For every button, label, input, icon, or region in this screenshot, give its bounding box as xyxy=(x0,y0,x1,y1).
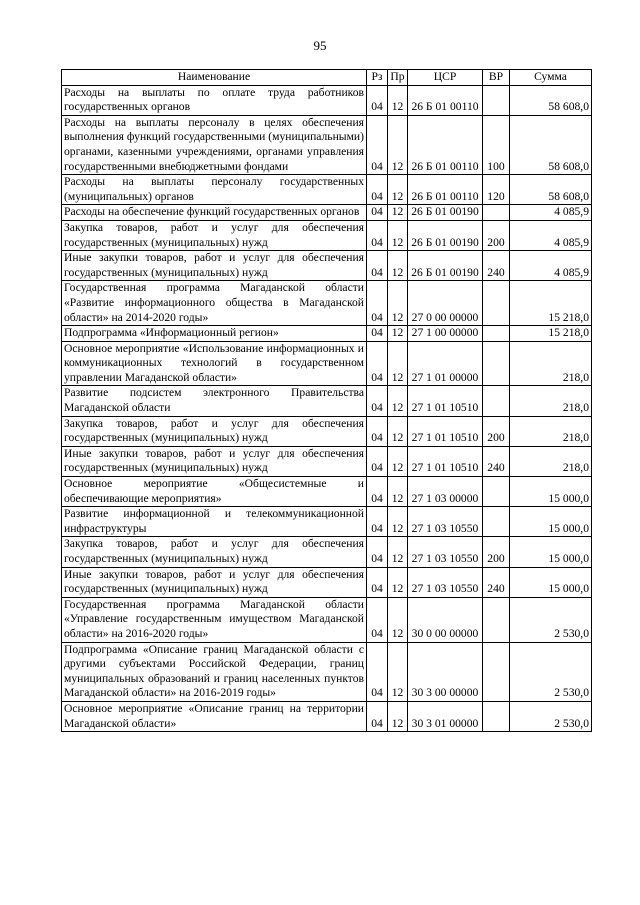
cell-rz: 04 xyxy=(367,281,388,326)
cell-name: Развитие информационной и телекоммуникационной инфраструктуры xyxy=(62,507,367,537)
header-csr: ЦСР xyxy=(408,70,483,86)
table-row xyxy=(62,205,592,221)
cell-sum: 15 000,0 xyxy=(510,537,592,567)
table-row xyxy=(62,537,592,567)
cell-csr: 26 Б 01 00110 xyxy=(408,85,483,115)
cell-sum: 2 530,0 xyxy=(510,642,592,701)
cell-sum: 15 000,0 xyxy=(510,477,592,507)
cell-sum: 58 608,0 xyxy=(510,115,592,174)
cell-sum: 218,0 xyxy=(510,416,592,446)
cell-pr: 12 xyxy=(388,537,408,567)
cell-name: Закупка товаров, работ и услуг для обеспечения государственных (муниципальных) нужд xyxy=(62,220,367,250)
table-row xyxy=(62,416,592,446)
cell-vr: 240 xyxy=(483,446,510,476)
cell-csr: 26 Б 01 00190 xyxy=(408,220,483,250)
cell-rz: 04 xyxy=(367,597,388,642)
table-row xyxy=(62,597,592,642)
table-row xyxy=(62,281,592,326)
cell-rz: 04 xyxy=(367,537,388,567)
table-row xyxy=(62,251,592,281)
cell-name: Основное мероприятие «Использование информационных и коммуникационных технологий в государственном управлении Магаданской области» xyxy=(62,341,367,386)
cell-pr: 12 xyxy=(388,205,408,221)
cell-pr: 12 xyxy=(388,507,408,537)
cell-sum: 4 085,9 xyxy=(510,205,592,221)
cell-pr: 12 xyxy=(388,446,408,476)
cell-sum: 218,0 xyxy=(510,386,592,416)
cell-rz: 04 xyxy=(367,701,388,731)
cell-name: Подпрограмма «Информационный регион» xyxy=(62,326,367,342)
cell-csr: 30 3 01 00000 xyxy=(408,701,483,731)
table-row xyxy=(62,567,592,597)
page-number: 95 xyxy=(313,38,327,53)
cell-pr: 12 xyxy=(388,175,408,205)
cell-csr: 26 Б 01 00110 xyxy=(408,175,483,205)
table-row xyxy=(62,326,592,342)
table-row xyxy=(62,701,592,731)
cell-vr: 200 xyxy=(483,220,510,250)
table-row xyxy=(62,477,592,507)
cell-pr: 12 xyxy=(388,701,408,731)
cell-rz: 04 xyxy=(367,175,388,205)
cell-name: Закупка товаров, работ и услуг для обеспечения государственных (муниципальных) нужд xyxy=(62,416,367,446)
cell-vr xyxy=(483,477,510,507)
cell-vr xyxy=(483,341,510,386)
cell-rz: 04 xyxy=(367,85,388,115)
cell-sum: 15 000,0 xyxy=(510,507,592,537)
table-row xyxy=(62,446,592,476)
header-rz: Рз xyxy=(367,70,388,86)
cell-pr: 12 xyxy=(388,251,408,281)
cell-csr: 27 1 01 00000 xyxy=(408,341,483,386)
cell-rz: 04 xyxy=(367,507,388,537)
cell-rz: 04 xyxy=(367,416,388,446)
cell-vr xyxy=(483,326,510,342)
cell-vr xyxy=(483,701,510,731)
cell-sum: 4 085,9 xyxy=(510,251,592,281)
cell-rz: 04 xyxy=(367,326,388,342)
cell-csr: 27 0 00 00000 xyxy=(408,281,483,326)
cell-vr xyxy=(483,205,510,221)
cell-csr: 30 3 00 00000 xyxy=(408,642,483,701)
cell-sum: 4 085,9 xyxy=(510,220,592,250)
cell-rz: 04 xyxy=(367,205,388,221)
cell-name: Расходы на выплаты по оплате труда работников государственных органов xyxy=(62,85,367,115)
cell-sum: 15 218,0 xyxy=(510,281,592,326)
cell-pr: 12 xyxy=(388,416,408,446)
cell-name: Иные закупки товаров, работ и услуг для обеспечения государственных (муниципальных) нужд xyxy=(62,567,367,597)
cell-name: Расходы на обеспечение функций государственных органов xyxy=(62,205,367,221)
header-vr: ВР xyxy=(483,70,510,86)
cell-rz: 04 xyxy=(367,341,388,386)
cell-sum: 58 608,0 xyxy=(510,175,592,205)
cell-name: Основное мероприятие «Общесистемные и обеспечивающие мероприятия» xyxy=(62,477,367,507)
table-row xyxy=(62,175,592,205)
cell-rz: 04 xyxy=(367,220,388,250)
cell-sum: 2 530,0 xyxy=(510,701,592,731)
cell-name: Закупка товаров, работ и услуг для обеспечения государственных (муниципальных) нужд xyxy=(62,537,367,567)
cell-vr xyxy=(483,281,510,326)
cell-csr: 27 1 03 10550 xyxy=(408,507,483,537)
cell-sum: 15 218,0 xyxy=(510,326,592,342)
cell-pr: 12 xyxy=(388,85,408,115)
cell-sum: 218,0 xyxy=(510,446,592,476)
cell-vr: 240 xyxy=(483,251,510,281)
cell-csr: 26 Б 01 00110 xyxy=(408,115,483,174)
cell-name: Основное мероприятие «Описание границ на территории Магаданской области» xyxy=(62,701,367,731)
cell-vr: 200 xyxy=(483,416,510,446)
table-row xyxy=(62,386,592,416)
cell-csr: 27 1 03 10550 xyxy=(408,537,483,567)
cell-rz: 04 xyxy=(367,446,388,476)
cell-sum: 218,0 xyxy=(510,341,592,386)
cell-csr: 27 1 00 00000 xyxy=(408,326,483,342)
cell-vr xyxy=(483,507,510,537)
cell-name: Государственная программа Магаданской области «Развитие информационного общества в Магаданской области» на 2014-2020 годы» xyxy=(62,281,367,326)
cell-csr: 26 Б 01 00190 xyxy=(408,205,483,221)
table-header-row xyxy=(62,70,592,86)
cell-name: Развитие подсистем электронного Правительства Магаданской области xyxy=(62,386,367,416)
cell-vr xyxy=(483,597,510,642)
cell-sum: 2 530,0 xyxy=(510,597,592,642)
cell-pr: 12 xyxy=(388,341,408,386)
cell-name: Расходы на выплаты персоналу в целях обеспечения выполнения функций государственными (муниципальными) органами, казенными учреждениями, органами управления государственными внебюджетными фондами xyxy=(62,115,367,174)
cell-csr: 27 1 01 10510 xyxy=(408,386,483,416)
cell-name: Подпрограмма «Описание границ Магаданской области с другими субъектами Российской Федерации, границ муниципальных образований и границ населенных пунктов Магаданской области» на 2016-2019 годы» xyxy=(62,642,367,701)
cell-pr: 12 xyxy=(388,326,408,342)
cell-name: Расходы на выплаты персоналу государственных (муниципальных) органов xyxy=(62,175,367,205)
cell-vr: 240 xyxy=(483,567,510,597)
cell-pr: 12 xyxy=(388,597,408,642)
cell-pr: 12 xyxy=(388,281,408,326)
cell-rz: 04 xyxy=(367,251,388,281)
cell-pr: 12 xyxy=(388,220,408,250)
header-pr: Пр xyxy=(388,70,408,86)
cell-vr xyxy=(483,386,510,416)
cell-sum: 15 000,0 xyxy=(510,567,592,597)
budget-table xyxy=(61,69,592,732)
cell-csr: 27 1 03 10550 xyxy=(408,567,483,597)
cell-rz: 04 xyxy=(367,477,388,507)
cell-pr: 12 xyxy=(388,567,408,597)
cell-pr: 12 xyxy=(388,386,408,416)
cell-csr: 27 1 01 10510 xyxy=(408,446,483,476)
cell-pr: 12 xyxy=(388,477,408,507)
header-sum: Сумма xyxy=(510,70,592,86)
cell-sum: 58 608,0 xyxy=(510,85,592,115)
cell-vr: 100 xyxy=(483,115,510,174)
cell-rz: 04 xyxy=(367,567,388,597)
cell-name: Иные закупки товаров, работ и услуг для обеспечения государственных (муниципальных) нужд xyxy=(62,446,367,476)
cell-csr: 27 1 03 00000 xyxy=(408,477,483,507)
table-body xyxy=(62,85,592,732)
cell-name: Иные закупки товаров, работ и услуг для обеспечения государственных (муниципальных) нужд xyxy=(62,251,367,281)
table-row xyxy=(62,507,592,537)
cell-csr: 27 1 01 10510 xyxy=(408,416,483,446)
table-row xyxy=(62,115,592,174)
cell-rz: 04 xyxy=(367,642,388,701)
header-name: Наименование xyxy=(62,70,367,86)
table-row xyxy=(62,642,592,701)
cell-csr: 26 Б 01 00190 xyxy=(408,251,483,281)
cell-vr: 200 xyxy=(483,537,510,567)
cell-csr: 30 0 00 00000 xyxy=(408,597,483,642)
cell-vr: 120 xyxy=(483,175,510,205)
cell-vr xyxy=(483,642,510,701)
cell-rz: 04 xyxy=(367,115,388,174)
cell-rz: 04 xyxy=(367,386,388,416)
cell-pr: 12 xyxy=(388,115,408,174)
cell-name: Государственная программа Магаданской области «Управление государственным имуществом Магаданской области» на 2016-2020 годы» xyxy=(62,597,367,642)
table-row xyxy=(62,85,592,115)
cell-vr xyxy=(483,85,510,115)
cell-pr: 12 xyxy=(388,642,408,701)
table-row xyxy=(62,220,592,250)
table-row xyxy=(62,341,592,386)
